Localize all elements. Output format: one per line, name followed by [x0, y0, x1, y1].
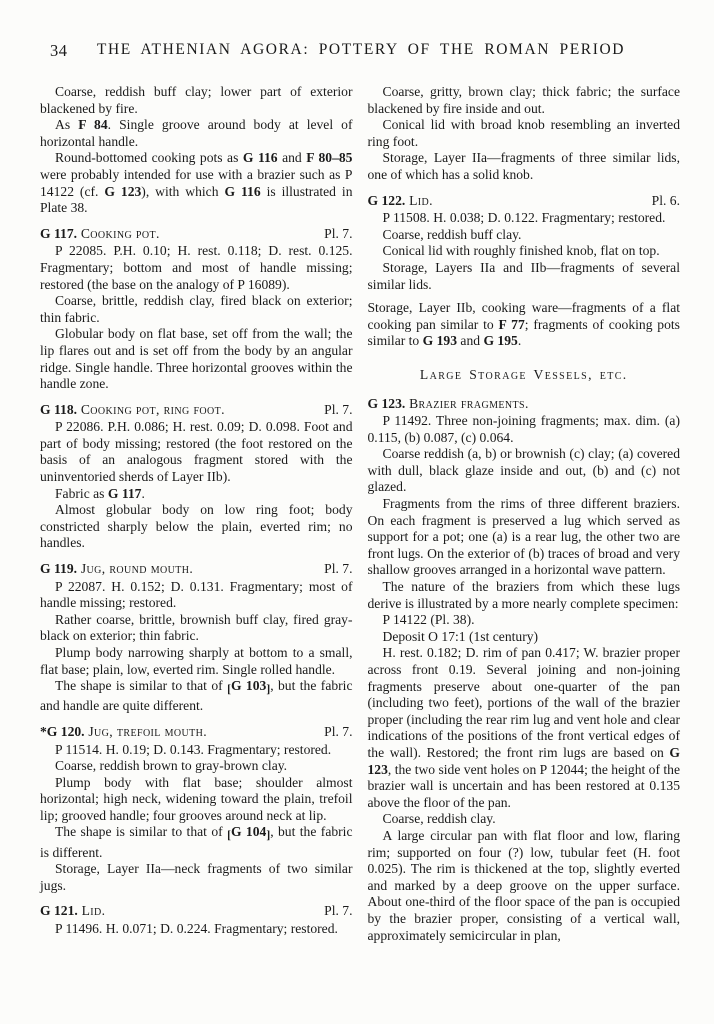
text-run: Coarse, reddish buff clay; lower part of exterior blackened by fire. — [40, 84, 353, 116]
text-run: ; fragments of cooking pots similar to — [367, 316, 680, 349]
text-run: Rather coarse, brittle, brownish buff clay, fired gray-black on exterior; thin fabric. — [40, 611, 353, 644]
plate-reference: Pl. 7. — [324, 225, 353, 241]
text-run: Coarse, reddish buff clay. — [382, 226, 522, 242]
paragraph — [40, 419, 353, 485]
text-run: , the two side vent holes on P 12044; the height of the brazier wall is uncertain and has been restored at 0.135 above the floor of the pan. — [367, 761, 680, 810]
paragraph — [368, 413, 681, 446]
right-column — [368, 84, 681, 944]
entry-label — [40, 226, 160, 243]
catalog-entry-heading — [40, 402, 353, 419]
text-run: Coarse reddish (a, b) or brownish (c) clay; (a) covered with dull, black glaze inside and out, (b) and (c) not glazed. — [367, 446, 680, 495]
paragraph — [40, 758, 353, 775]
entry-title: Cooking pot. — [77, 225, 160, 241]
catalog-entry-heading — [40, 561, 353, 578]
text-run: P 11496. H. 0.071; D. 0.224. Fragmentary; restored. — [55, 920, 338, 936]
entry-number: G 117. — [40, 225, 78, 241]
catalog-reference: G 123 — [104, 183, 142, 199]
text-run: P 14122 (Pl. 38). — [382, 612, 475, 628]
plate-reference: Pl. 7. — [324, 561, 353, 577]
text-run: . — [141, 485, 145, 501]
entry-number: G 119. — [40, 561, 78, 577]
catalog-reference: G 103 — [230, 678, 267, 694]
catalog-reference: G 116 — [224, 183, 261, 199]
catalog-reference: G 123 — [367, 744, 680, 777]
entry-number: G 121. — [40, 903, 78, 919]
paragraph — [40, 326, 353, 392]
paragraph — [40, 645, 353, 678]
text-run: were probably intended for use with a brazier such as P 14122 (cf. — [40, 166, 353, 199]
text-run: The shape is similar to that of — [55, 824, 228, 840]
entry-label — [40, 903, 105, 920]
paragraph — [40, 117, 353, 150]
entry-title: Cooking pot, ring foot. — [77, 401, 225, 417]
paragraph — [40, 861, 353, 894]
entry-number: *G 120. — [40, 723, 85, 739]
catalog-entry-heading — [40, 903, 353, 920]
paragraph — [368, 579, 681, 612]
catalog-reference: G 104 — [230, 824, 267, 840]
plate-reference: Pl. 6. — [651, 192, 680, 208]
text-run: . — [517, 333, 522, 349]
two-column-text — [40, 84, 680, 944]
half-bracket: [ — [227, 829, 231, 842]
text-run: Coarse, reddish brown to gray-brown clay. — [55, 758, 288, 774]
paragraph — [40, 775, 353, 825]
catalog-reference: G 195 — [483, 333, 518, 349]
paragraph — [40, 742, 353, 759]
paragraph — [368, 629, 681, 646]
half-bracket: ] — [266, 682, 271, 696]
entry-label — [40, 724, 207, 741]
left-column — [40, 84, 353, 944]
paragraph — [40, 612, 353, 645]
paragraph — [368, 811, 681, 828]
text-run: is illustrated in Plate 38. — [40, 183, 353, 216]
entry-title: Jug, trefoil mouth. — [84, 723, 208, 739]
paragraph — [368, 496, 681, 579]
page-title: THE ATHENIAN AGORA: POTTERY OF THE ROMAN PERIOD — [96, 41, 626, 58]
entry-label — [368, 193, 433, 210]
running-header — [48, 41, 674, 63]
entry-label — [40, 561, 193, 578]
paragraph — [40, 678, 353, 715]
paragraph — [368, 84, 681, 117]
text-run: A large circular pan with flat floor and low, flaring rim; supported on four (?) low, tubular feet (H. foot 0.025). The rim is thickened at the top, slightly everted and marked by a deep groove on the upper surface. About one-third of the floor space of the pan is occupied by the brazier proper, consisting of a vertical wall, approximately semicircular in plan, — [367, 827, 680, 943]
paragraph — [40, 502, 353, 552]
paragraph — [368, 117, 681, 150]
text-run: Round-bottomed cooking pots as — [55, 150, 243, 166]
text-run: , but the fabric is different. — [40, 824, 353, 860]
entry-title: Lid. — [77, 903, 106, 919]
text-run: Almost globular body on low ring foot; body constricted sharply below the plain, everted rim; no handles. — [40, 502, 353, 551]
text-run: Coarse, brittle, reddish clay, fired black on exterior; thin fabric. — [40, 293, 353, 325]
entry-title: Lid. — [405, 192, 433, 208]
page-number: 34 — [50, 41, 68, 60]
entry-title: Brazier fragments. — [405, 395, 529, 411]
text-run: P 22087. H. 0.152; D. 0.131. Fragmentary; most of handle missing; restored. — [40, 578, 353, 611]
paragraph — [40, 921, 353, 938]
catalog-reference: F 84 — [78, 117, 108, 133]
text-run: Plump body narrowing sharply at bottom to a small, flat base; plain, low, everted rim. Single rolled handle. — [40, 645, 353, 677]
catalog-reference: G 116 — [242, 150, 278, 166]
catalog-reference: F 77 — [498, 316, 525, 332]
paragraph — [368, 260, 681, 293]
entry-label — [368, 396, 529, 413]
paragraph — [40, 150, 353, 216]
half-bracket: ] — [266, 829, 271, 842]
plate-reference: Pl. 7. — [324, 723, 353, 739]
text-run: P 11492. Three non-joining fragments; max. dim. (a) 0.115, (b) 0.087, (c) 0.064. — [367, 413, 680, 445]
paragraph — [368, 828, 681, 944]
text-run: Conical lid with broad knob resembling an inverted ring foot. — [367, 117, 680, 149]
catalog-entry-heading — [368, 396, 681, 413]
text-run: . Single groove around body at level of horizontal handle. — [40, 117, 353, 149]
text-run: Plump body with flat base; shoulder almost horizontal; high neck, widening toward the plain, trefoil lip; grooved handle; four grooves around neck at lip. — [40, 774, 353, 823]
catalog-reference: G 117 — [107, 485, 142, 501]
text-run: The shape is similar to that of — [55, 678, 228, 694]
catalog-entry-heading — [40, 724, 353, 741]
catalog-reference: G 193 — [422, 333, 458, 349]
text-run: Coarse, gritty, brown clay; thick fabric; the surface blackened by fire inside and out. — [367, 84, 680, 116]
text-run: Fragments from the rims of three different braziers. On each fragment is preserved a lug which served as support for a pot; one (a) is a rear lug, the other two are front lugs. On the exterior of (b) traces of broad and very shallow grooves arranged in a horizontal wave pattern. — [367, 496, 680, 578]
text-run: Storage, Layer IIa—fragments of three similar lids, one of which has a solid knob. — [367, 150, 680, 182]
plate-reference: Pl. 7. — [324, 903, 353, 919]
text-run: As — [55, 117, 79, 133]
catalog-entry-heading — [368, 193, 681, 210]
text-run: and — [277, 150, 307, 166]
paragraph — [40, 579, 353, 612]
text-run: Fabric as — [55, 485, 108, 501]
paragraph — [40, 486, 353, 503]
paragraph — [40, 824, 353, 861]
text-run: Storage, Layer IIa—neck fragments of two similar jugs. — [40, 861, 353, 893]
entry-number: G 122. — [367, 192, 406, 208]
text-run: Conical lid with roughly finished knob, flat on top. — [382, 243, 660, 259]
text-run: P 22085. P.H. 0.10; H. rest. 0.118; D. rest. 0.125. Fragmentary; bottom and most of handle missing; restored (the base on the analogy of P 16089). — [40, 243, 353, 292]
text-run: Storage, Layers IIa and IIb—fragments of several similar lids. — [367, 259, 680, 292]
plate-reference: Pl. 7. — [324, 401, 353, 417]
entry-number: G 123. — [367, 395, 406, 411]
paragraph — [368, 300, 681, 350]
catalog-reference: F 80–85 — [306, 150, 353, 166]
entry-title: Jug, round mouth. — [77, 561, 194, 577]
paragraph — [368, 227, 681, 244]
paragraph — [40, 293, 353, 326]
entry-number: G 118. — [40, 401, 78, 417]
text-run: P 11508. H. 0.038; D. 0.122. Fragmentary; restored. — [382, 210, 666, 226]
text-run: , but the fabric and handle are quite different. — [40, 678, 353, 714]
half-bracket: [ — [227, 682, 231, 696]
text-run: P 11514. H. 0.19; D. 0.143. Fragmentary; restored. — [55, 741, 332, 757]
text-run: P 22086. P.H. 0.086; H. rest. 0.09; D. 0.098. Foot and part of body missing; restored (the foot restored on the basis of an analogous fragment stored with the uninventoried sherds of Layer IIb). — [40, 419, 353, 485]
entry-label — [40, 402, 225, 419]
text-run: H. rest. 0.182; D. rim of pan 0.417; W. brazier proper across front 0.19. Several joining and non-joining fragments preserve about one-quarter of the pan (including two feet), portions of the wall of the brazier proper (including the rear rim lug and vent hole and clear indications of the positions of the front vertical edges of the wall). Restored; the front rim lugs are based on — [367, 645, 680, 760]
paragraph — [368, 645, 681, 811]
text-run: Storage, Layer IIb, cooking ware—fragments of a flat cooking pan similar to — [367, 300, 680, 332]
section-heading: Large Storage Vessels, etc. — [419, 366, 628, 382]
paragraph — [368, 210, 681, 227]
paragraph — [368, 150, 681, 183]
paragraph — [368, 243, 681, 260]
text-run: Deposit O 17:1 (1st century) — [382, 628, 539, 644]
catalog-entry-heading — [40, 226, 353, 243]
paragraph — [40, 243, 353, 293]
text-run: ), with which — [141, 183, 225, 199]
text-run: The nature of the braziers from which these lugs derive is illustrated by a more nearly complete specimen: — [367, 579, 680, 611]
text-run: and — [457, 333, 484, 349]
paragraph — [368, 446, 681, 496]
text-run: Coarse, reddish clay. — [382, 811, 496, 827]
paragraph — [40, 84, 353, 117]
text-run: Globular body on flat base, set off from the wall; the lip flares out and is set off from the body by an angular ridge. Single handle. Three horizontal grooves within the handle zone. — [40, 326, 353, 392]
paragraph — [368, 612, 681, 629]
